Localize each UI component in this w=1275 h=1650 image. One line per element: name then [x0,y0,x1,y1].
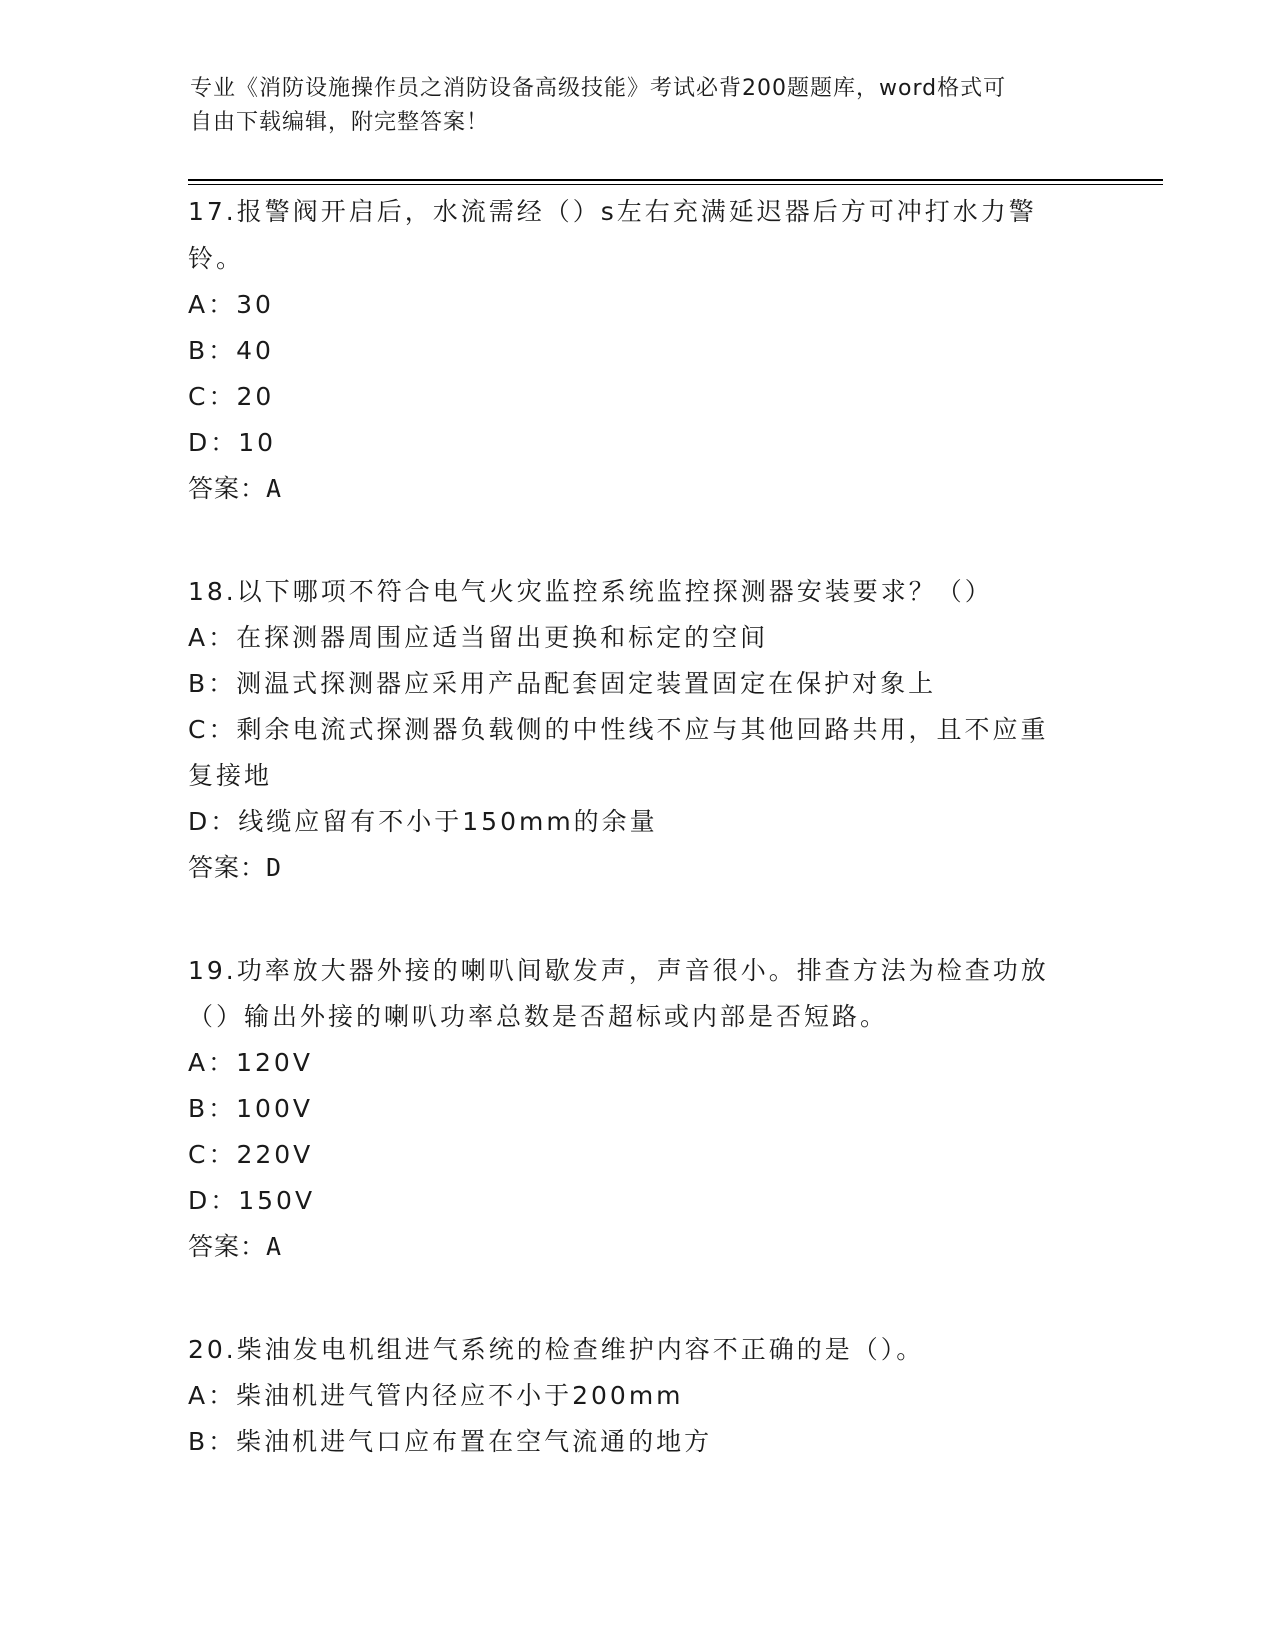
option-b: B：100V [188,1094,313,1123]
option-a: A：30 [188,290,274,319]
question-17 [188,188,1088,512]
question-19 [188,948,1088,1270]
option-d: D：10 [188,428,277,457]
answer-line: 答案：D [188,853,283,882]
question-spacer [188,891,1088,948]
header-divider-thin [188,184,1163,185]
header-divider-thick [188,179,1163,181]
document-header [190,72,1090,140]
question-stem-line: 20.柴油发电机组进气系统的检查维护内容不正确的是（）。 [188,1335,925,1364]
question-stem-line: （）输出外接的喇叭功率总数是否超标或内部是否短路。 [188,1002,889,1031]
question-spacer [188,1270,1088,1327]
option-b: B：柴油机进气口应布置在空气流通的地方 [188,1427,713,1456]
option-a: A：柴油机进气管内径应不小于200mm [188,1381,684,1410]
question-spacer [188,512,1088,569]
question-stem-line: 18.以下哪项不符合电气火灾监控系统监控探测器安装要求？（） [188,577,993,606]
option-b: B：40 [188,336,274,365]
option-c: C：220V [188,1140,314,1169]
option-a: A：在探测器周围应适当留出更换和标定的空间 [188,623,769,652]
option-b: B：测温式探测器应采用产品配套固定装置固定在保护对象上 [188,669,937,698]
question-20 [188,1327,1088,1465]
question-stem-line: 17.报警阀开启后，水流需经（）s左右充满延迟器后方可冲打水力警 [188,197,1037,226]
option-c: C：20 [188,382,275,411]
question-18 [188,569,1088,891]
answer-line: 答案：A [188,1232,283,1261]
option-d: D：150V [188,1186,316,1215]
header-line-1: 专业《消防设施操作员之消防设备高级技能》考试必背200题题库，word格式可 [190,76,1007,101]
header-line-2: 自由下载编辑，附完整答案！ [190,110,490,135]
option-a: A：120V [188,1048,313,1077]
question-stem-line: 铃。 [188,244,245,273]
question-stem-line: 19.功率放大器外接的喇叭间歇发声，声音很小。排查方法为检查功放 [188,956,1049,985]
option-c: C：剩余电流式探测器负载侧的中性线不应与其他回路共用，且不应重 [188,715,1049,744]
question-list [188,188,1088,1465]
answer-line: 答案：A [188,474,283,503]
option-c-continued: 复接地 [188,761,273,790]
option-d: D：线缆应留有不小于150mm的余量 [188,807,658,836]
